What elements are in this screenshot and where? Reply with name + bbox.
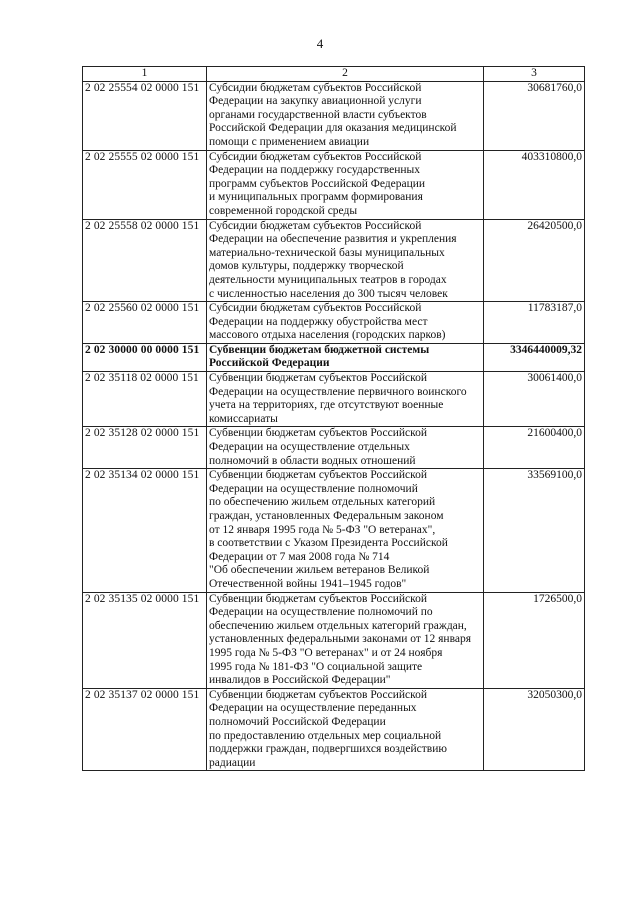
description-line: программ субъектов Российской Федерации <box>209 177 426 190</box>
budget-code-cell: 2 02 35134 02 0000 151 <box>83 469 207 592</box>
description-line: Субвенции бюджетам субъектов Российской <box>209 688 428 701</box>
budget-revenue-table <box>82 66 585 771</box>
table-row <box>83 150 585 219</box>
description-line: Федерации на обеспечение развития и укрепления <box>209 233 457 246</box>
description-line: радиации <box>209 756 256 769</box>
description-line: Субвенции бюджетам субъектов Российской <box>209 469 428 482</box>
revenue-description-cell <box>207 343 484 371</box>
description-line: Субвенции бюджетам бюджетной системы <box>209 343 430 356</box>
table-row <box>83 469 585 592</box>
description-line: "Об обеспечении жильем ветеранов Великой <box>209 564 430 577</box>
description-line: Федерации на осуществление полномочий <box>209 482 418 495</box>
description-line: от 12 января 1995 года № 5-ФЗ "О ветеранах", <box>209 523 436 536</box>
table-row <box>83 592 585 688</box>
description-line: помощи с применением авиации <box>209 135 370 148</box>
amount-cell: 403310800,0 <box>484 150 585 219</box>
table-row <box>83 302 585 344</box>
column-header-amount: 3 <box>484 67 585 82</box>
description-line: 1995 года № 5-ФЗ "О ветеранах" и от 24 ноября <box>209 646 443 659</box>
revenue-description-cell <box>207 372 484 427</box>
budget-code-cell: 2 02 35135 02 0000 151 <box>83 592 207 688</box>
description-line: установленных федеральными законами от 12 января <box>209 633 472 646</box>
description-line: Субвенции бюджетам субъектов Российской <box>209 592 428 605</box>
description-line: органами государственной власти субъектов <box>209 108 427 121</box>
description-line: Федерации на поддержку государственных <box>209 164 420 177</box>
description-line: обеспечению жильем отдельных категорий граждан, <box>209 619 467 632</box>
description-line: Субсидии бюджетам субъектов Российской <box>209 219 422 232</box>
description-line: инвалидов в Российской Федерации" <box>209 674 391 687</box>
description-line: комиссариаты <box>209 412 278 425</box>
description-line: Субсидии бюджетам субъектов Российской <box>209 81 422 94</box>
table-row <box>83 427 585 469</box>
page-number: 4 <box>316 36 324 51</box>
revenue-description-cell <box>207 469 484 592</box>
description-line: домов культуры, поддержку творческой <box>209 260 404 273</box>
amount-cell: 1726500,0 <box>484 592 585 688</box>
description-line: материально-технической базы муниципальных <box>209 246 445 259</box>
table-row <box>83 219 585 302</box>
amount-cell: 26420500,0 <box>484 219 585 302</box>
description-line: Федерации от 7 мая 2008 года № 714 <box>209 550 390 563</box>
description-line: и муниципальных программ формирования <box>209 191 423 204</box>
description-line: Субсидии бюджетам субъектов Российской <box>209 150 422 163</box>
description-line: Федерации на поддержку обустройства мест <box>209 315 428 328</box>
description-line: Федерации на закупку авиационной услуги <box>209 95 422 108</box>
amount-cell: 3346440009,32 <box>484 343 585 371</box>
revenue-description-cell <box>207 592 484 688</box>
description-line: с численностью населения до 300 тысяч человек <box>209 287 448 300</box>
description-line: полномочий в области водных отношений <box>209 454 416 467</box>
table-body <box>83 81 585 771</box>
description-line: Субсидии бюджетам субъектов Российской <box>209 302 422 315</box>
budget-code-cell: 2 02 35137 02 0000 151 <box>83 688 207 771</box>
budget-code-cell: 2 02 25555 02 0000 151 <box>83 150 207 219</box>
description-line: учета на территориях, где отсутствуют военные <box>209 399 444 412</box>
table-row <box>83 81 585 150</box>
budget-code-cell: 2 02 25554 02 0000 151 <box>83 81 207 150</box>
budget-code-cell: 2 02 25558 02 0000 151 <box>83 219 207 302</box>
description-line: поддержки граждан, подвергшихся воздействию <box>209 743 447 756</box>
description-line: Федерации на осуществление отдельных <box>209 441 410 454</box>
description-line: Отечественной войны 1941–1945 годов" <box>209 577 407 590</box>
revenue-description-cell <box>207 427 484 469</box>
amount-cell: 30061400,0 <box>484 372 585 427</box>
revenue-description-cell <box>207 150 484 219</box>
description-line: по обеспечению жильем отдельных категорий <box>209 496 436 509</box>
description-line: в соответствии с Указом Президента Российской <box>209 537 448 550</box>
budget-code-cell: 2 02 35118 02 0000 151 <box>83 372 207 427</box>
revenue-description-cell <box>207 219 484 302</box>
table-row <box>83 688 585 771</box>
amount-cell: 33569100,0 <box>484 469 585 592</box>
description-line: 1995 года № 181-ФЗ "О социальной защите <box>209 660 423 673</box>
budget-code-cell: 2 02 35128 02 0000 151 <box>83 427 207 469</box>
amount-cell: 11783187,0 <box>484 302 585 344</box>
amount-cell: 32050300,0 <box>484 688 585 771</box>
description-line: полномочий Российской Федерации <box>209 715 386 728</box>
revenue-description-cell <box>207 302 484 344</box>
amount-cell: 30681760,0 <box>484 81 585 150</box>
description-line: Российской Федерации <box>209 357 330 370</box>
description-line: современной городской среды <box>209 204 358 217</box>
table-header-row <box>83 67 585 82</box>
description-line: Российской Федерации для оказания медицинской <box>209 122 457 135</box>
description-line: Субвенции бюджетам субъектов Российской <box>209 372 428 385</box>
description-line: Федерации на осуществление переданных <box>209 702 417 715</box>
description-line: Федерации на осуществление полномочий по <box>209 606 433 619</box>
description-line: деятельности муниципальных театров в городах <box>209 273 447 286</box>
revenue-description-cell <box>207 688 484 771</box>
amount-cell: 21600400,0 <box>484 427 585 469</box>
budget-code-cell: 2 02 30000 00 0000 151 <box>83 343 207 371</box>
description-line: Федерации на осуществление первичного воинского <box>209 385 467 398</box>
column-header-code: 1 <box>83 67 207 82</box>
description-line: массового отдыха населения (городских парков) <box>209 329 446 342</box>
description-line: по предоставлению отдельных мер социальной <box>209 729 442 742</box>
column-header-name: 2 <box>207 67 484 82</box>
revenue-description-cell <box>207 81 484 150</box>
table-row <box>83 343 585 371</box>
table-row <box>83 372 585 427</box>
description-line: граждан, установленных Федеральным законом <box>209 510 444 522</box>
budget-code-cell: 2 02 25560 02 0000 151 <box>83 302 207 344</box>
description-line: Субвенции бюджетам субъектов Российской <box>209 427 428 440</box>
